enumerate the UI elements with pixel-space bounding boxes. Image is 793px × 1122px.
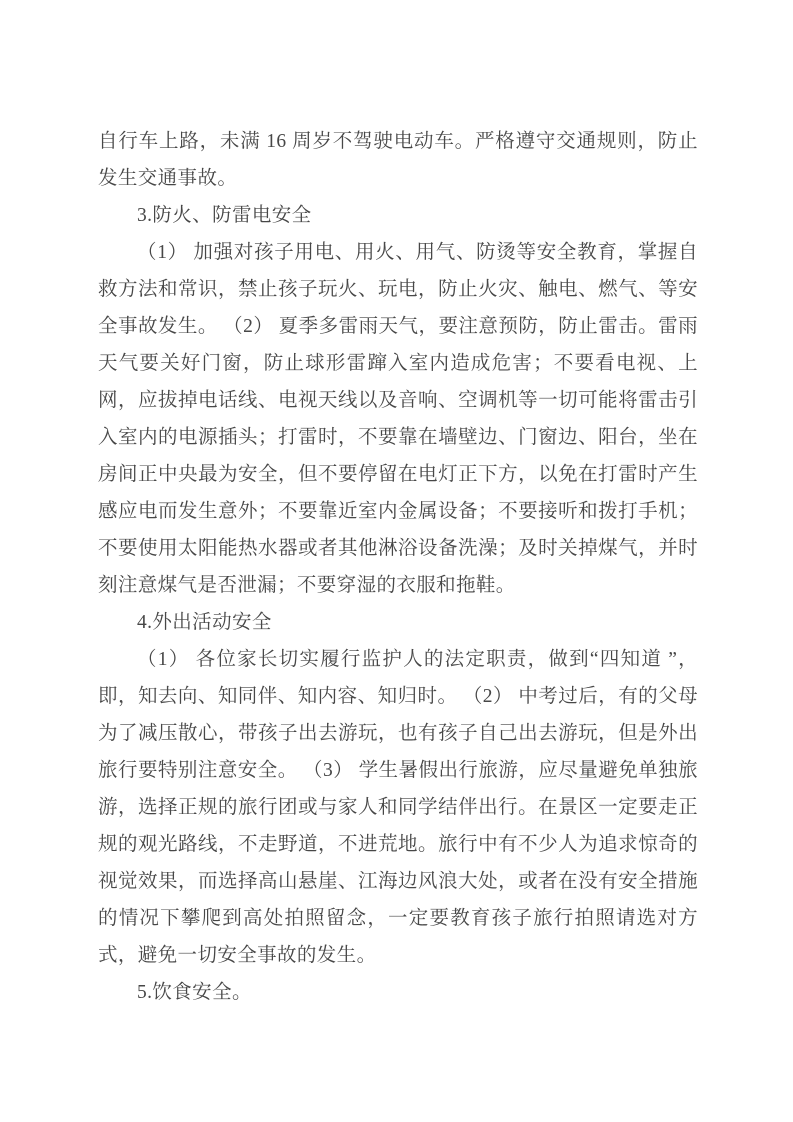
paragraph-outdoor-activity-safety: （1） 各位家长切实履行监护人的法定职责，做到“四知道 ”，即，知去向、知同伴、知内容、知归时。 （2） 中考过后，有的父母为了减压散心，带孩子出去游玩，也有孩子自己出去游玩，但是外出旅行要特别注意安全。 （3） 学生暑假出行旅游，应尽量避免单独旅游，选择正规的旅行团或与家人和同学结伴出行。在景区一定要走正规的观光路线，不走野道，不进荒地。旅行中有不少人为追求惊奇的视觉效果，而选择高山悬崖、江海边风浪大处，或者在没有安全措施的情况下攀爬到高处拍照留念，一定要教育孩子旅行拍照请选对方式，避免一切安全事故的发生。 xyxy=(98,649,698,966)
paragraph-traffic-safety-continuation: 自行车上路，未满 16 周岁不驾驶电动车。严格遵守交通规则，防止发生交通事故。 xyxy=(98,131,698,189)
section-heading-food-safety: 5.饮食安全。 xyxy=(137,982,252,1003)
section-heading-outdoor-activity-safety: 4.外出活动安全 xyxy=(137,612,272,633)
document-text-block xyxy=(98,123,698,1011)
paragraph-fire-lightning-safety: （1） 加强对孩子用电、用火、用气、防烫等安全教育，掌握自救方法和常识，禁止孩子玩火、玩电，防止火灾、触电、燃气、等安全事故发生。 （2） 夏季多雷雨天气，要注意预防，防止雷击。雷雨天气要关好门窗，防止球形雷蹿入室内造成危害；不要看电视、上网，应拔掉电话线、电视天线以及音响、空调机等一切可能将雷击引入室内的电源插头；打雷时，不要靠在墙壁边、门窗边、阳台，坐在房间正中央最为安全，但不要停留在电灯正下方，以免在打雷时产生感应电而发生意外；不要靠近室内金属设备；不要接听和拨打手机；不要使用太阳能热水器或者其他淋浴设备洗澡；及时关掉煤气，并时刻注意煤气是否泄漏；不要穿湿的衣服和拖鞋。 xyxy=(98,242,698,596)
section-heading-fire-lightning-safety: 3.防火、防雷电安全 xyxy=(137,205,312,226)
